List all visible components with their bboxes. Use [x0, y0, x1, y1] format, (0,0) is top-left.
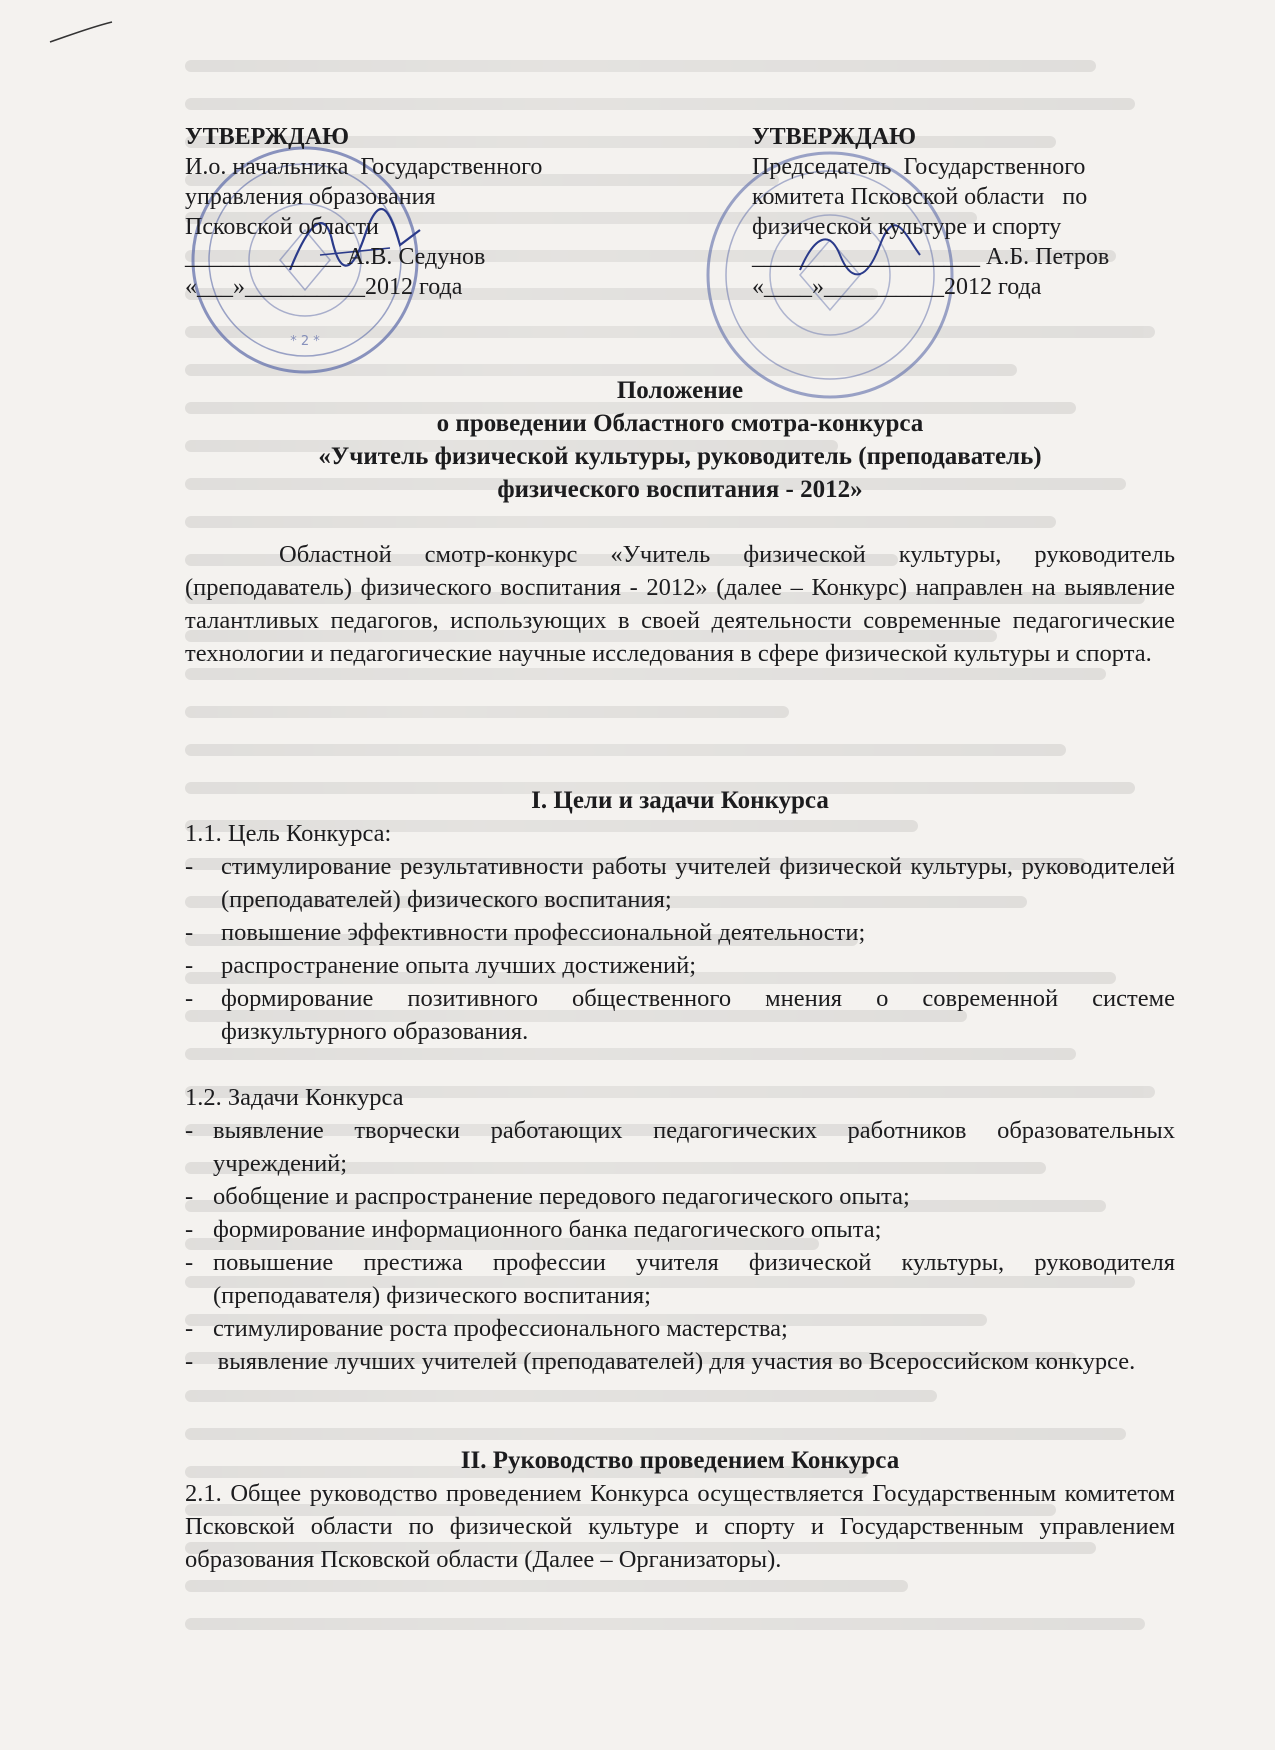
list-item: - выявление творчески работающих педагогических работников образовательных учреждений;: [185, 1117, 1175, 1177]
list-item: - обобщение и распространение передового педагогического опыта;: [185, 1183, 910, 1210]
approval-right-signature: ___________________ А.Б. Петров: [752, 244, 1110, 270]
approval-right-head: УТВЕРЖДАЮ: [752, 124, 917, 150]
title-line-3: «Учитель физической культуры, руководитель (преподаватель): [318, 443, 1042, 470]
list-item: - повышение эффективности профессиональной деятельности;: [185, 919, 866, 946]
approval-right-line-3: физической культуре и спорту: [752, 214, 1062, 240]
approval-left-date: «___»__________2012 года: [185, 274, 463, 300]
approval-right-date: «____»__________2012 года: [752, 274, 1042, 300]
approval-left-head: УТВЕРЖДАЮ: [185, 124, 350, 150]
approval-right-line-1: Председатель Государственного: [752, 154, 1086, 180]
list-item: - формирование информационного банка педагогического опыта;: [185, 1216, 882, 1243]
approval-right-line-2: комитета Псковской области по: [752, 184, 1088, 210]
svg-text:* 2 *: * 2 *: [290, 334, 320, 349]
goals-list: [185, 850, 1175, 1048]
approval-left-signature: _____________ А.В. Седунов: [185, 244, 486, 270]
approval-left-line-2: управления образования: [185, 184, 436, 210]
section-2-paragraph: 2.1. Общее руководство проведением Конкурса осуществляется Государственным комитетом Псковской области по физической культуре и спорту и Государственным управлением образования Псковской области (Далее – Организаторы).: [185, 1480, 1175, 1573]
list-item: - повышение престижа профессии учителя физической культуры, руководителя (преподавателя) физического воспитания;: [185, 1249, 1175, 1309]
goal-label: 1.1. Цель Конкурса:: [185, 820, 392, 847]
list-item: - распространение опыта лучших достижений;: [185, 952, 697, 979]
document-title: [185, 374, 1175, 506]
approval-left-line-1: И.о. начальника Государственного: [185, 154, 543, 180]
list-item: - формирование позитивного общественного мнения о современной системе физкультурного образования.: [185, 985, 1175, 1045]
pen-mark: [48, 18, 116, 48]
list-item: - стимулирование роста профессионального мастерства;: [185, 1315, 788, 1342]
last-task-text: выявление лучших учителей (преподавателей) для участия во Всероссийском конкурсе.: [217, 1348, 1136, 1375]
tasks-list: [185, 1114, 1175, 1345]
title-line-2: о проведении Областного смотра-конкурса: [436, 410, 924, 437]
intro-paragraph: Областной смотр-конкурс «Учитель физической культуры, руководитель (преподаватель) физического воспитания - 2012» (далее – Конкурс) направлен на выявление талантливых педагогов, использующих в своей деятельности современные педагогические технологии и педагогические научные исследования в сфере физической культуры и спорта.: [185, 541, 1175, 667]
tasks-label: 1.2. Задачи Конкурса: [185, 1084, 404, 1111]
title-line-4: физического воспитания - 2012»: [497, 476, 863, 503]
approval-right: [752, 122, 1172, 302]
list-item: - стимулирование результативности работы учителей физической культуры, руководителей (преподавателей) физического воспитания;: [185, 853, 1175, 913]
last-task: - выявление лучших учителей (преподавателей) для участия во Всероссийском конкурсе.: [185, 1348, 1136, 1375]
approval-left: [185, 122, 605, 302]
section-2-heading: II. Руководство проведением Конкурса: [460, 1447, 900, 1474]
approval-left-line-3: Псковской области: [185, 214, 379, 240]
section-1-heading: I. Цели и задачи Конкурса: [531, 787, 829, 814]
title-line-1: Положение: [616, 377, 744, 404]
